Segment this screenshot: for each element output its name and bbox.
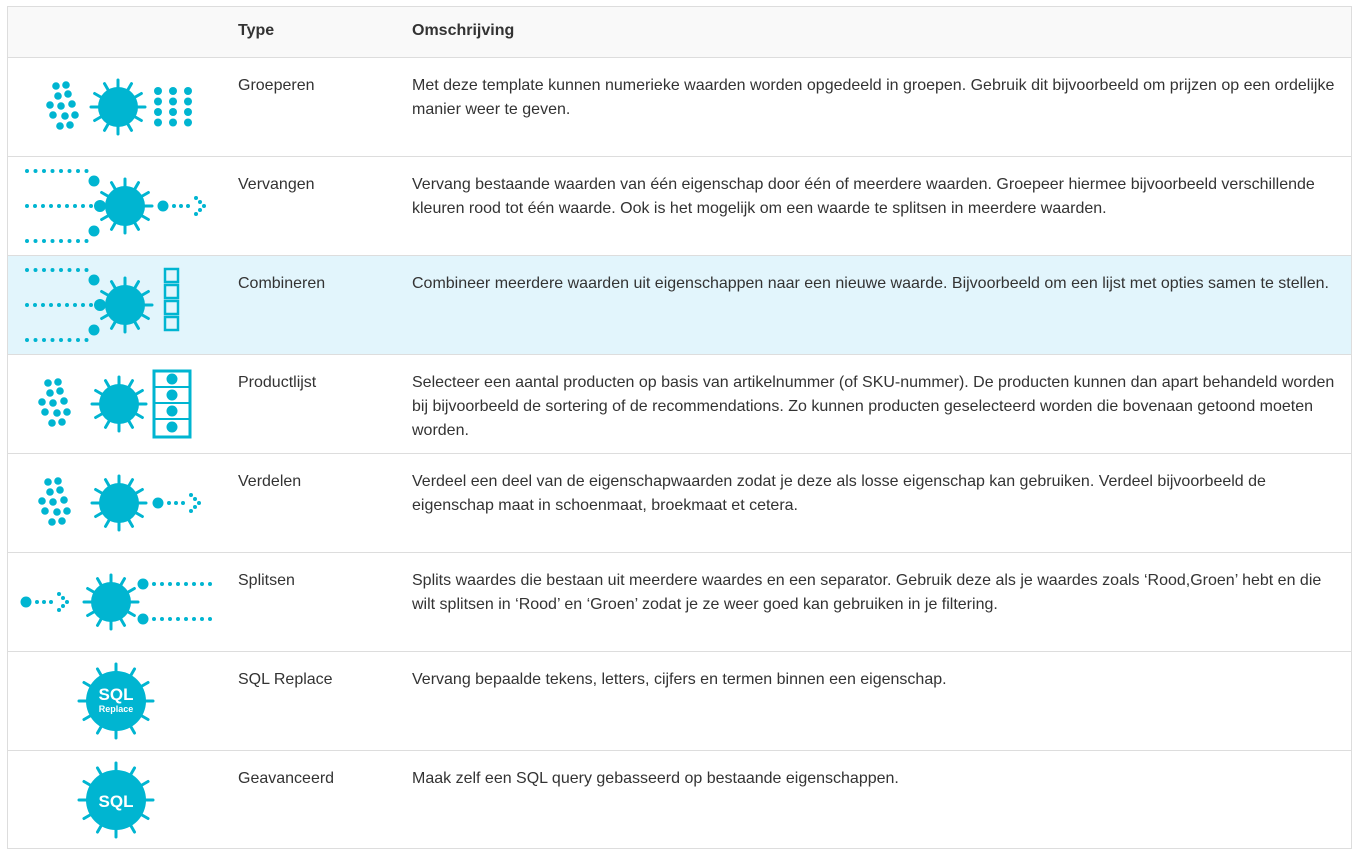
row-type: Vervangen [238,176,315,193]
row-description: Vervang bepaalde tekens, letters, cijfers en termen binnen een eigenschap. [412,671,947,688]
table-row-vervangen[interactable] [8,157,1351,256]
template-table [7,6,1352,849]
sql-replace-icon [8,652,228,750]
row-description: Splits waardes die bestaan uit meerdere waardes en een separator. Gebruik deze als je waardes zoals ‘Rood,Groen’ hebt en die wilt splitsen in ‘Rood’ en ‘Groen’ zodat je ze weer goed kan gebruiken in je filtering. [412,572,1322,613]
vervangen-icon [8,157,228,255]
row-type: Productlijst [238,374,317,391]
row-type: SQL Replace [238,671,333,688]
table-row-geavanceerd[interactable] [8,751,1351,850]
sql-icon [8,751,228,849]
table-row-splitsen[interactable] [8,553,1351,652]
column-header-type: Type [238,22,275,39]
row-description: Met deze template kunnen numerieke waarden worden opgedeeld in groepen. Gebruik dit bijvoorbeeld om prijzen op een ordelijke manier weer te geven. [412,77,1335,118]
sql-replace-icon-text: SQL [98,685,134,704]
row-description: Selecteer een aantal producten op basis van artikelnummer (of SKU-nummer). De producten kunnen dan apart behandeld worden bij bijvoorbeeld de sortering of de recommendations. Zo kunnen producten geselecteerd worden die bovenaan getoond moeten worden. [412,374,1335,439]
table-row-groeperen[interactable] [8,58,1351,157]
combineren-icon [8,256,228,354]
row-description: Verdeel een deel van de eigenschapwaarden zodat je deze als losse eigenschap kan gebruiken. Verdeel bijvoorbeeld de eigenschap maat in schoenmaat, broekmaat et cetera. [412,473,1266,514]
row-type: Combineren [238,275,326,292]
row-description: Combineer meerdere waarden uit eigenschappen naar een nieuwe waarde. Bijvoorbeeld om een lijst met opties samen te stellen. [412,275,1329,292]
row-type: Groeperen [238,77,315,94]
row-type: Splitsen [238,572,295,589]
row-type: Verdelen [238,473,302,490]
groeperen-icon [8,58,228,156]
table-row-sql-replace[interactable] [8,652,1351,751]
table-row-productlijst[interactable] [8,355,1351,454]
sql-replace-icon-subtext: Replace [98,704,134,714]
row-description: Maak zelf een SQL query gebasseerd op bestaande eigenschappen. [412,770,899,787]
verdelen-icon [8,454,228,552]
productlijst-icon [8,355,228,453]
table-row-combineren[interactable] [8,256,1351,355]
table-header [8,7,1351,58]
table-row-verdelen[interactable] [8,454,1351,553]
sql-icon-text: SQL [98,792,134,811]
row-description: Vervang bestaande waarden van één eigenschap door één of meerdere waarden. Groepeer hiermee bijvoorbeeld verschillende kleuren rood tot één waarde. Ook is het mogelijk om een waarde te splitsen in meerdere waarden. [412,176,1315,217]
splitsen-icon [8,553,228,651]
row-type: Geavanceerd [238,770,335,787]
column-header-description: Omschrijving [412,22,515,39]
